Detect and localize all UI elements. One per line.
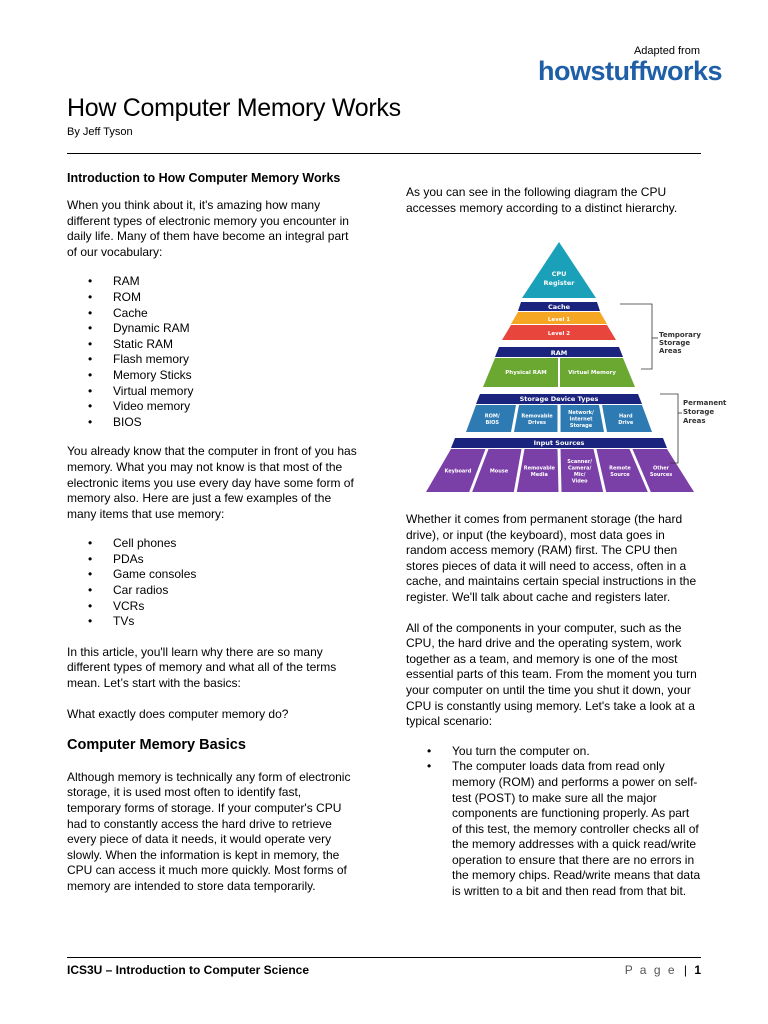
permanent-label-2: Storage [683, 408, 715, 416]
page-number: 1 [694, 963, 701, 977]
input-cell-label: Video [571, 478, 588, 485]
cpu-label: CPU [551, 270, 567, 278]
list-item: • Cell phones [67, 536, 357, 552]
header-divider [67, 153, 701, 154]
level1-label: Level 1 [547, 317, 571, 323]
page-number-label: P a g e | 1 [624, 963, 701, 977]
input-cell-label: Sources [649, 471, 673, 478]
input-cell-label: Media [530, 471, 548, 478]
diagram-intro-paragraph: As you can see in the following diagram the CPU accesses memory according to a distinct hierarchy. [406, 185, 678, 215]
input-cell-label: Scanner/ [567, 458, 593, 465]
ram-label: RAM [550, 349, 568, 357]
question-paragraph: What exactly does computer memory do? [67, 706, 289, 721]
article-paragraph: In this article, you'll learn why there are so many different types of memory and what all of the terms mean. Let’s start with the basics: [67, 644, 337, 691]
list-item: • Memory Sticks [67, 368, 357, 384]
temporary-label-1: Temporary [659, 331, 701, 339]
list-item: • ROM [67, 290, 357, 306]
right-column-bottom [406, 512, 702, 900]
list-item: • VCRs [67, 599, 357, 615]
physical-ram-label: Physical RAM [505, 370, 547, 376]
list-item: • The computer loads data from read only memory (ROM) and performs a power on self-test (POST) to make sure all the major components are functioning properly. As part of this test, the memory controller checks all of the memory addresses with a quick read/write operation to ensure that there are no errors in the memory chips. Read/write means that data is written to a bit and then read from that bit. [406, 759, 702, 899]
storage-cell-label: BIOS [485, 419, 500, 426]
byline: By Jeff Tyson [67, 126, 133, 138]
input-sources-label: Input Sources [533, 439, 585, 447]
scenario-list [406, 744, 702, 900]
storage-cell-label: Storage [569, 423, 593, 429]
basics-heading: Computer Memory Basics [67, 737, 246, 754]
memory-hierarchy-diagram [420, 238, 730, 500]
footer-divider [67, 957, 701, 958]
list-item: • PDAs [67, 552, 357, 568]
storage-cell-label: Drive [618, 419, 634, 426]
intro-heading: Introduction to How Computer Memory Works [67, 171, 341, 185]
list-item: • Game consoles [67, 567, 357, 583]
devices-list [67, 536, 357, 630]
input-cell-label: Mic/ [573, 471, 586, 478]
list-item: • You turn the computer on. [406, 744, 702, 760]
virtual-memory-label: Virtual Memory [568, 370, 616, 376]
input-cell-label: Other [653, 465, 670, 472]
register-label: Register [543, 279, 575, 287]
level2-label: Level 2 [547, 331, 571, 337]
list-item: • Cache [67, 306, 357, 322]
basics-paragraph: Although memory is technically any form of electronic storage, it is used most often to identify fast, temporary forms of storage. If your computer's CPU had to constantly access the hard drive to retrieve every piece of data it needs, it would operate very slowly. When the information is kept in memory, the CPU can access it much more quickly. Most forms of memory are intended to store data temporarily. [67, 769, 351, 893]
list-item: • Static RAM [67, 337, 357, 353]
logo-text: howstuffworks [538, 56, 723, 86]
input-cell-label: Mouse [489, 468, 509, 475]
memory-paragraph: You already know that the computer in front of you has memory. What you may not know is that most of the electronic items you use every day have some form of memory also. Here are just a few examples of the many items that use memory: [67, 444, 357, 521]
cache-label: Cache [547, 303, 571, 311]
storage-cell-label: Network/ [568, 410, 594, 416]
list-item: • BIOS [67, 415, 357, 431]
page-word: P a g e [624, 963, 677, 977]
input-cell-label: Source [610, 471, 630, 478]
list-item: • Virtual memory [67, 384, 357, 400]
storage-cell-label: Internet [569, 416, 593, 423]
memory-types-list [67, 274, 357, 430]
storage-device-types-label: Storage Device Types [519, 395, 599, 403]
list-item: • Dynamic RAM [67, 321, 357, 337]
list-item: • TVs [67, 614, 357, 630]
input-cell-label: Camera/ [568, 465, 592, 472]
data-flow-paragraph: Whether it comes from permanent storage (the hard drive), or input (the keyboard), most data goes in random access memory (RAM) first. The CPU then stores pieces of data it will need to access, often in a cache, and maintains certain special instructions in the register. We'll talk about cache and registers later. [406, 512, 697, 604]
intro-paragraph: When you think about it, it's amazing how many different types of electronic memory you encounter in daily life. Many of them have become an integral part of our vocabulary: [67, 198, 349, 259]
temporary-bracket [620, 304, 652, 369]
list-item: • Car radios [67, 583, 357, 599]
right-column-top [406, 185, 702, 216]
permanent-label-1: Permanent [683, 399, 727, 407]
list-item: • RAM [67, 274, 357, 290]
temporary-label-2: Storage [659, 339, 691, 347]
storage-cell-label: Drives [528, 419, 546, 426]
adapted-from-label: Adapted from [633, 45, 700, 57]
input-cell-label: Removable [523, 465, 555, 472]
storage-cell-label: Hard [618, 413, 633, 420]
left-column [67, 170, 357, 895]
storage-cell-label: Removable [521, 413, 553, 420]
course-label: ICS3U – Introduction to Computer Science [67, 963, 310, 977]
howstuffworks-logo [538, 58, 722, 98]
permanent-label-3: Areas [683, 417, 706, 425]
storage-cell-label: ROM/ [484, 413, 500, 420]
input-cell-label: Keyboard [444, 468, 472, 475]
team-paragraph: All of the components in your computer, such as the CPU, the hard drive and the operating system, work together as a team, and memory is one of the most essential parts of this team. From the moment you turn your computer on until the time you shut it down, your CPU is constantly using memory. Let's take a look at a typical scenario: [406, 620, 697, 729]
input-cell-label: Remote [609, 465, 631, 472]
temporary-label-3: Areas [659, 347, 682, 355]
page-title: How Computer Memory Works [67, 94, 401, 122]
list-item: • Flash memory [67, 352, 357, 368]
list-item: • Video memory [67, 399, 357, 415]
